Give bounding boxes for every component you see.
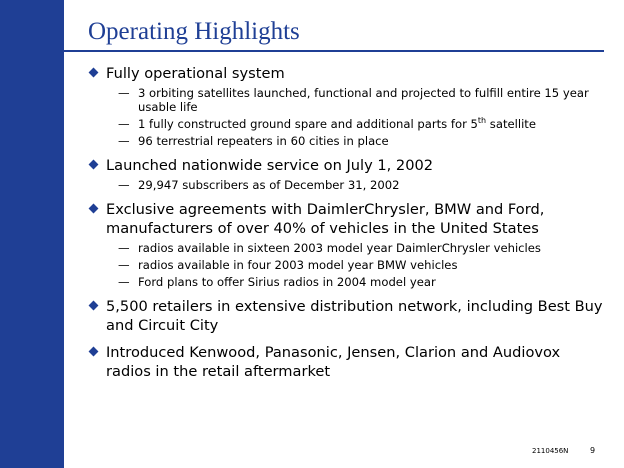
sub-bullet-item: — Ford plans to offer Sirius radios in 2004 model year xyxy=(118,275,436,289)
bullet-text: Exclusive agreements with DaimlerChrysler, BMW and Ford, manufacturers of over 40% of vehicles in the United States xyxy=(106,201,545,237)
slide-title: Operating Highlights xyxy=(88,18,300,45)
dash-icon: — xyxy=(118,178,130,192)
diamond-bullet-icon xyxy=(89,68,99,78)
bullet-item xyxy=(86,156,606,192)
bullet-item xyxy=(86,343,606,381)
bullet-list xyxy=(86,64,606,381)
bullet-item xyxy=(86,297,606,335)
bullet-text: Introduced Kenwood, Panasonic, Jensen, Clarion and Audiovox radios in the retail aftermarket xyxy=(106,344,561,380)
sub-bullet-item: — 3 orbiting satellites launched, functional and projected to fulfill entire 15 year usable life xyxy=(118,86,589,114)
sub-bullet-item: — 29,947 subscribers as of December 31, 2002 xyxy=(118,178,400,192)
diamond-bullet-icon xyxy=(89,160,99,170)
dash-icon: — xyxy=(118,275,130,289)
sub-bullet-item: — 96 terrestrial repeaters in 60 cities in place xyxy=(118,134,389,148)
page-number: 9 xyxy=(590,446,596,455)
sub-bullet-item: — radios available in sixteen 2003 model year DaimlerChrysler vehicles xyxy=(118,241,541,255)
dash-icon: — xyxy=(118,117,130,131)
sub-bullet-item: — radios available in four 2003 model year BMW vehicles xyxy=(118,258,458,272)
diamond-bullet-icon xyxy=(89,347,99,357)
bullet-item xyxy=(86,64,606,148)
bullet-text: Launched nationwide service on July 1, 2002 xyxy=(106,157,434,174)
bullet-text: Fully operational system xyxy=(106,65,285,82)
diamond-bullet-icon xyxy=(89,204,99,214)
sub-bullet-item: — 1 fully constructed ground spare and additional parts for 5th satellite xyxy=(118,116,536,131)
left-accent-bar xyxy=(0,0,64,468)
title-divider xyxy=(0,50,604,52)
diamond-bullet-icon xyxy=(89,301,99,311)
bullet-item xyxy=(86,200,606,289)
document-id: 2110456N xyxy=(532,447,569,455)
dash-icon: — xyxy=(118,241,130,255)
dash-icon: — xyxy=(118,86,130,100)
dash-icon: — xyxy=(118,134,130,148)
bullet-text: 5,500 retailers in extensive distribution network, including Best Buy and Circuit City xyxy=(106,298,603,334)
dash-icon: — xyxy=(118,258,130,272)
